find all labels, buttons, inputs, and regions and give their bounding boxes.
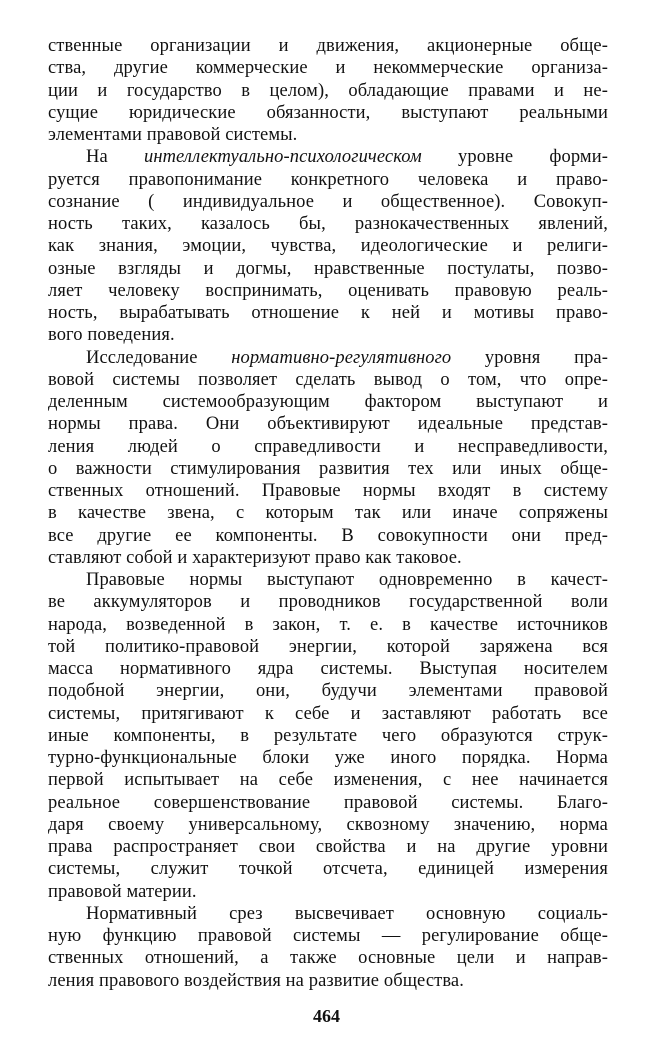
text-segment: как знания, эмоции, чувства, идеологические и религи- [48, 236, 608, 257]
text-segment: уровня пра- [451, 347, 608, 368]
paragraph [48, 146, 608, 346]
text-line [48, 792, 608, 814]
paragraph [48, 569, 608, 903]
text-line [48, 213, 608, 235]
text-segment: ции и государство в целом), обладающие правами и не- [48, 80, 608, 101]
text-segment: все другие ее компоненты. В совокупности они пред- [48, 525, 608, 546]
text-line [48, 124, 608, 146]
text-line [48, 102, 608, 124]
text-segment: Нормативный срез высвечивает основную социаль- [86, 903, 608, 924]
text-segment: ственные организации и движения, акционерные обще- [48, 36, 608, 56]
text-segment: озные взгляды и догмы, нравственные постулаты, позво- [48, 258, 608, 279]
text-line [48, 35, 608, 57]
text-segment: ность таких, казалось бы, разнокачественных явлений, [48, 214, 608, 234]
text-line [48, 858, 608, 880]
paragraph [48, 347, 608, 570]
text-line [48, 302, 608, 324]
text-line [48, 814, 608, 836]
text-segment: ления людей о справедливости и несправедливости, [48, 436, 608, 457]
text-segment: ственных отношений, а также основные цели и направ- [48, 948, 608, 969]
text-segment: сознание ( индивидуальное и общественное). Совокуп- [48, 191, 608, 212]
text-segment: о важности стимулирования развития тех или иных обще- [48, 458, 608, 479]
text-line [48, 258, 608, 280]
text-segment: руется правопонимание конкретного человека и право- [48, 169, 608, 190]
text-line [48, 547, 608, 569]
text-segment: реальное совершенствование правовой системы. Благо- [48, 792, 608, 813]
text-line [48, 569, 608, 591]
text-segment: На [86, 147, 144, 168]
text-segment: системы, служит точкой отсчета, единицей измерения [48, 859, 608, 880]
text-line [48, 614, 608, 636]
text-segment: подобной энергии, они, будучи элементами правовой [48, 681, 608, 702]
text-line [48, 525, 608, 547]
text-line [48, 903, 608, 925]
text-segment: правовой материи. [48, 881, 197, 902]
text-segment: ную функцию правовой системы — регулирование обще- [48, 926, 608, 946]
text-line [48, 235, 608, 257]
text-segment: даря своему универсальному, сквозному значению, норма [48, 814, 608, 835]
text-segment: ственных отношений. Правовые нормы входят в систему [48, 481, 608, 501]
text-segment: Исследование [86, 347, 232, 368]
text-line [48, 413, 608, 435]
text-line [48, 169, 608, 191]
text-segment: в качестве звена, с которым так или иначе сопряжены [48, 503, 608, 524]
text-line [48, 80, 608, 102]
text-segment: нормы права. Они объективируют идеальные представ- [48, 414, 608, 435]
text-segment: деленным системообразующим фактором выступают и [48, 392, 608, 412]
text-segment: элементами правовой системы. [48, 125, 298, 145]
text-segment: права распространяет свои свойства и на другие уровни [48, 837, 608, 857]
text-segment: ве аккумуляторов и проводников государственной воли [48, 592, 608, 613]
text-line [48, 436, 608, 458]
text-line [48, 502, 608, 524]
text-segment: вовой системы позволяет сделать вывод о том, что опре- [48, 369, 608, 390]
text-segment: ставляют собой и характеризуют право как таковое. [48, 547, 462, 568]
text-line [48, 369, 608, 391]
text-line [48, 636, 608, 658]
text-segment: вого поведения. [48, 325, 175, 346]
text-segment: турно-функциональные блоки уже иного порядка. Норма [48, 748, 608, 768]
text-line [48, 347, 608, 369]
text-segment: первой испытывает на себе изменения, с нее начинается [48, 770, 608, 791]
text-line [48, 703, 608, 725]
text-line [48, 591, 608, 613]
text-line [48, 480, 608, 502]
text-segment: той политико-правовой энергии, которой заряжена вся [48, 636, 608, 657]
italic-term: интеллектуально-психологическом [143, 147, 422, 168]
text-segment: уровне форми- [421, 147, 608, 168]
text-line [48, 391, 608, 413]
text-line [48, 925, 608, 947]
text-line [48, 324, 608, 346]
text-segment: Правовые нормы выступают одновременно в качест- [86, 570, 608, 590]
text-line [48, 680, 608, 702]
text-line [48, 970, 608, 992]
paragraph [48, 35, 608, 146]
text-line [48, 747, 608, 769]
text-segment: народа, возведенной в закон, т. е. в качестве источников [48, 614, 608, 635]
text-line [48, 57, 608, 79]
page-text [48, 35, 608, 992]
text-segment: сущие юридические обязанности, выступают реальными [48, 102, 608, 123]
text-line [48, 769, 608, 791]
text-line [48, 881, 608, 903]
text-line [48, 836, 608, 858]
text-line [48, 947, 608, 969]
text-line [48, 725, 608, 747]
text-segment: ность, вырабатывать отношение к ней и мотивы право- [48, 303, 608, 323]
text-segment: системы, притягивают к себе и заставляют работать все [48, 703, 608, 724]
text-segment: ления правового воздействия на развитие общества. [48, 970, 464, 991]
text-line [48, 280, 608, 302]
text-line [48, 458, 608, 480]
text-line [48, 146, 608, 168]
paragraph [48, 903, 608, 992]
text-segment: ляет человеку воспринимать, оценивать правовую реаль- [48, 280, 608, 301]
text-segment: иные компоненты, в результате чего образуются струк- [48, 725, 608, 746]
text-line [48, 658, 608, 680]
text-segment: ства, другие коммерческие и некоммерческие организа- [48, 58, 608, 79]
text-line [48, 191, 608, 213]
italic-term: нормативно-регулятивного [231, 347, 452, 368]
page-number: 464 [313, 1006, 340, 1026]
text-segment: масса нормативного ядра системы. Выступая носителем [48, 659, 608, 679]
